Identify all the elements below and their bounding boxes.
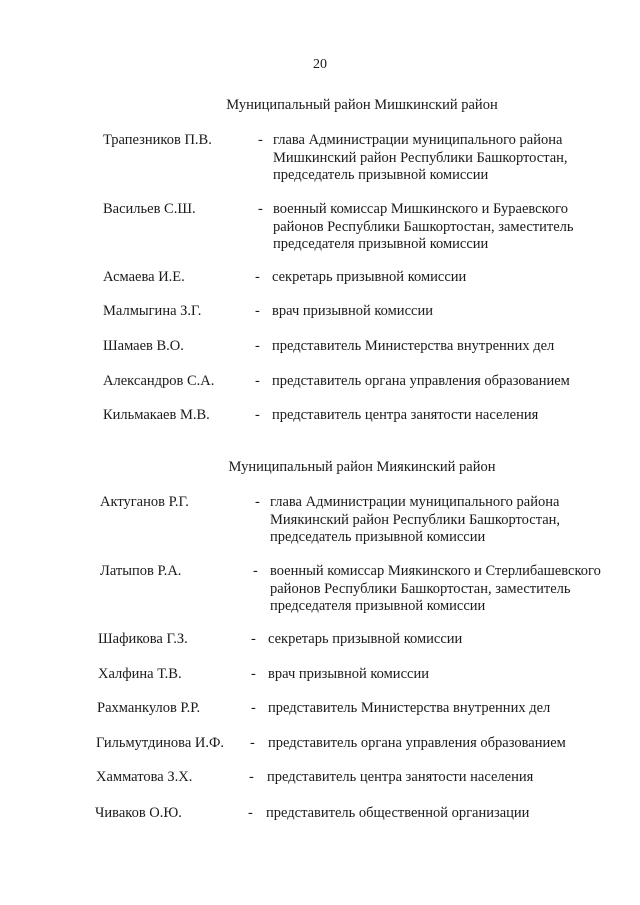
member-dash: - <box>255 373 260 389</box>
member-role <box>267 769 533 787</box>
member-dash: - <box>258 201 263 217</box>
member-name: Васильев С.Ш. <box>103 201 196 217</box>
member-role <box>268 735 566 753</box>
member-role-line: представитель общественной организации <box>266 805 530 821</box>
member-role-line: военный комиссар Миякинского и Стерлибашевского <box>270 563 601 579</box>
member-dash: - <box>258 132 263 148</box>
member-role-line: Мишкинский район Республики Башкортостан, <box>273 149 568 166</box>
member-name: Латыпов Р.А. <box>100 563 182 579</box>
member-dash: - <box>255 269 260 285</box>
member-role-line: Миякинский район Республики Башкортостан, <box>270 511 561 528</box>
member-role-line: председатель призывной комиссии <box>273 167 489 183</box>
member-role-line: районов Республики Башкортостан, заместитель <box>273 218 574 235</box>
member-dash: - <box>250 735 255 751</box>
member-name: Халфина Т.В. <box>98 666 182 682</box>
member-role <box>272 373 570 391</box>
member-dash: - <box>251 631 256 647</box>
member-dash: - <box>255 407 260 423</box>
member-role-line: врач призывной комиссии <box>272 303 433 319</box>
member-name: Кильмакаев М.В. <box>103 407 210 423</box>
member-name: Актуганов Р.Г. <box>100 494 189 510</box>
member-role-line: председателя призывной комиссии <box>273 236 489 252</box>
member-dash: - <box>255 338 260 354</box>
member-dash: - <box>251 700 256 716</box>
member-role <box>270 563 601 616</box>
member-role <box>266 805 529 823</box>
member-role-line: председателя призывной комиссии <box>270 598 486 614</box>
member-name: Рахманкулов Р.Р. <box>97 700 201 716</box>
member-role-line: представитель Министерства внутренних дел <box>272 338 555 354</box>
member-role-line: секретарь призывной комиссии <box>272 269 467 285</box>
member-dash: - <box>251 666 256 682</box>
member-role-line: представитель Министерства внутренних дел <box>268 700 551 716</box>
member-dash: - <box>255 494 260 510</box>
member-name: Хамматова З.Х. <box>96 769 193 785</box>
member-role <box>273 201 574 254</box>
member-role <box>272 303 433 321</box>
member-role-line: секретарь призывной комиссии <box>268 631 463 647</box>
section-heading-miyakinsky: Муниципальный район Миякинский район <box>228 459 496 475</box>
member-name: Малмыгина З.Г. <box>103 303 202 319</box>
member-role-line: глава Администрации муниципального района <box>273 132 563 148</box>
member-role <box>268 631 462 649</box>
member-role <box>270 494 560 547</box>
member-role <box>268 700 550 718</box>
page-number: 20 <box>313 57 327 72</box>
member-name: Трапезников П.В. <box>103 132 212 148</box>
member-role-line: районов Республики Башкортостан, заместитель <box>270 580 571 597</box>
member-name: Асмаева И.Е. <box>103 269 185 285</box>
member-dash: - <box>253 563 258 579</box>
member-role-line: представитель центра занятости населения <box>267 769 534 785</box>
member-role-line: врач призывной комиссии <box>268 666 429 682</box>
member-name: Чиваков О.Ю. <box>95 805 182 821</box>
member-name: Гильмутдинова И.Ф. <box>96 735 225 751</box>
member-role-line: председатель призывной комиссии <box>270 529 486 545</box>
member-role-line: представитель органа управления образованием <box>268 735 566 751</box>
member-role <box>273 132 568 185</box>
member-dash: - <box>255 303 260 319</box>
member-role <box>272 407 538 425</box>
member-role-line: представитель органа управления образованием <box>272 373 570 389</box>
member-dash: - <box>249 769 254 785</box>
member-role <box>272 269 466 287</box>
section-heading-mishkinsky: Муниципальный район Мишкинский район <box>226 97 498 113</box>
member-role-line: глава Администрации муниципального района <box>270 494 560 510</box>
member-name: Шамаев В.О. <box>103 338 184 354</box>
member-role-line: представитель центра занятости населения <box>272 407 539 423</box>
member-name: Александров С.А. <box>103 373 215 389</box>
member-role <box>268 666 429 684</box>
member-name: Шафикова Г.З. <box>98 631 188 647</box>
member-role <box>272 338 554 356</box>
member-dash: - <box>248 805 253 821</box>
member-role-line: военный комиссар Мишкинского и Бураевского <box>273 201 568 217</box>
